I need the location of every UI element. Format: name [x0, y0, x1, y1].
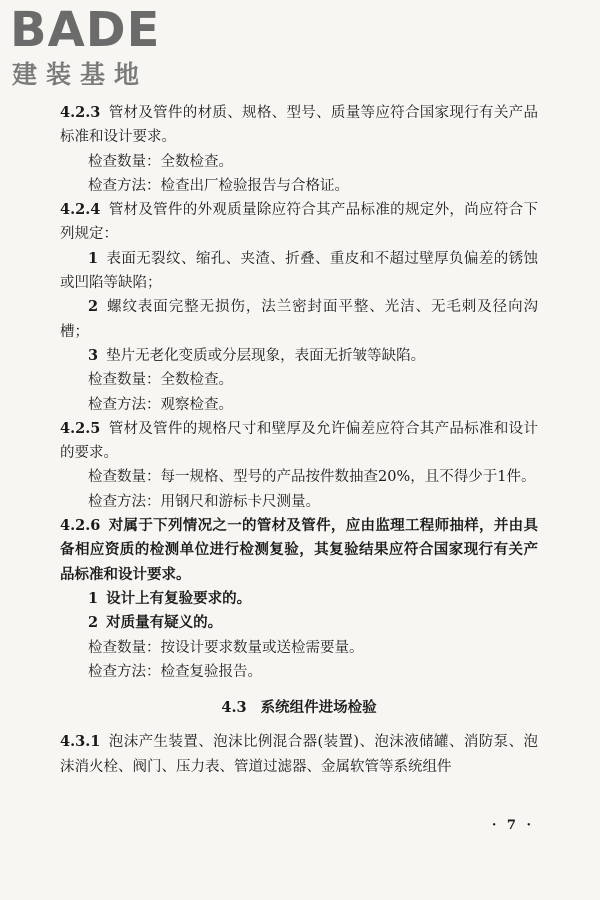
heading-number: 4.3: [221, 699, 247, 717]
clause-number: 4.2.3: [60, 104, 101, 121]
page-number: · 7 ·: [491, 818, 534, 833]
item-text: 设计上有复验要求的。: [106, 589, 252, 607]
item-number: 1: [88, 589, 99, 607]
item-number: 3: [88, 346, 99, 364]
item-number: 1: [88, 249, 99, 267]
item-text: 表面无裂纹、缩孔、夹渣、折叠、重皮和不超过壁厚负偏差的锈蚀或凹陷等缺陷；: [60, 250, 538, 292]
check-method: 检查方法：用钢尺和游标卡尺测量。: [88, 493, 320, 510]
check-quantity: 检查数量：全数检查。: [88, 372, 233, 389]
check-method: 检查方法：观察检查。: [88, 396, 233, 413]
clause-4-2-5: [60, 417, 538, 466]
list-item: [60, 247, 538, 296]
clause-4-2-6: [60, 514, 538, 587]
clause-number: 4.3.1: [60, 733, 101, 751]
clause-text: 对属于下列情况之一的管材及管件，应由监理工程师抽样，并由具备相应资质的检测单位进行检测复验，其复验结果应符合国家现行有关产品标准和设计要求。: [60, 517, 538, 583]
document-body: [60, 101, 538, 779]
check-method: 检查方法：检查出厂检验报告与合格证。: [88, 177, 349, 194]
clause-text: 管材及管件的材质、规格、型号、质量等应符合国家现行有关产品标准和设计要求。: [60, 105, 538, 146]
clause-text: 管材及管件的外观质量除应符合其产品标准的规定外，尚应符合下列规定：: [60, 202, 538, 243]
check-quantity: 检查数量：全数检查。: [88, 153, 233, 170]
clause-number: 4.2.4: [60, 201, 101, 219]
list-item: [60, 295, 538, 344]
clause-text: 泡沫产生装置、泡沫比例混合器(装置)、泡沫液储罐、消防泵、泡沫消火栓、阀门、压力表、管道过滤器、金属软管等系统组件: [60, 734, 538, 775]
clause-4-3-1: [60, 730, 538, 779]
clause-number: 4.2.6: [60, 517, 101, 535]
item-number: 2: [88, 298, 99, 316]
logo-wordmark: BADE: [10, 2, 161, 58]
clause-4-2-4: [60, 198, 538, 247]
check-method: 检查方法：检查复验报告。: [88, 663, 262, 680]
item-text: 垫片无老化变质或分层现象，表面无折皱等缺陷。: [106, 347, 426, 364]
clause-4-2-3: [60, 101, 538, 150]
list-item: [60, 611, 538, 635]
item-text: 螺纹表面完整无损伤，法兰密封面平整、光洁、无毛刺及径向沟槽；: [60, 299, 538, 340]
list-item: [60, 587, 538, 611]
clause-number: 4.2.5: [60, 419, 101, 437]
list-item: [60, 344, 538, 368]
clause-text: 管材及管件的规格尺寸和壁厚及允许偏差应符合其产品标准和设计的要求。: [60, 420, 538, 462]
heading-title: 系统组件进场检验: [260, 699, 377, 717]
check-quantity: 检查数量：按设计要求数量或送检需要量。: [88, 639, 364, 656]
logo-subtitle: 建装基地: [12, 60, 149, 89]
check-quantity: 检查数量：每一规格、型号的产品按件数抽查20%，且不得少于1件。: [88, 469, 536, 486]
logo: [10, 4, 180, 94]
section-heading: [60, 696, 538, 720]
item-number: 2: [88, 614, 99, 632]
item-text: 对质量有疑义的。: [106, 614, 223, 632]
